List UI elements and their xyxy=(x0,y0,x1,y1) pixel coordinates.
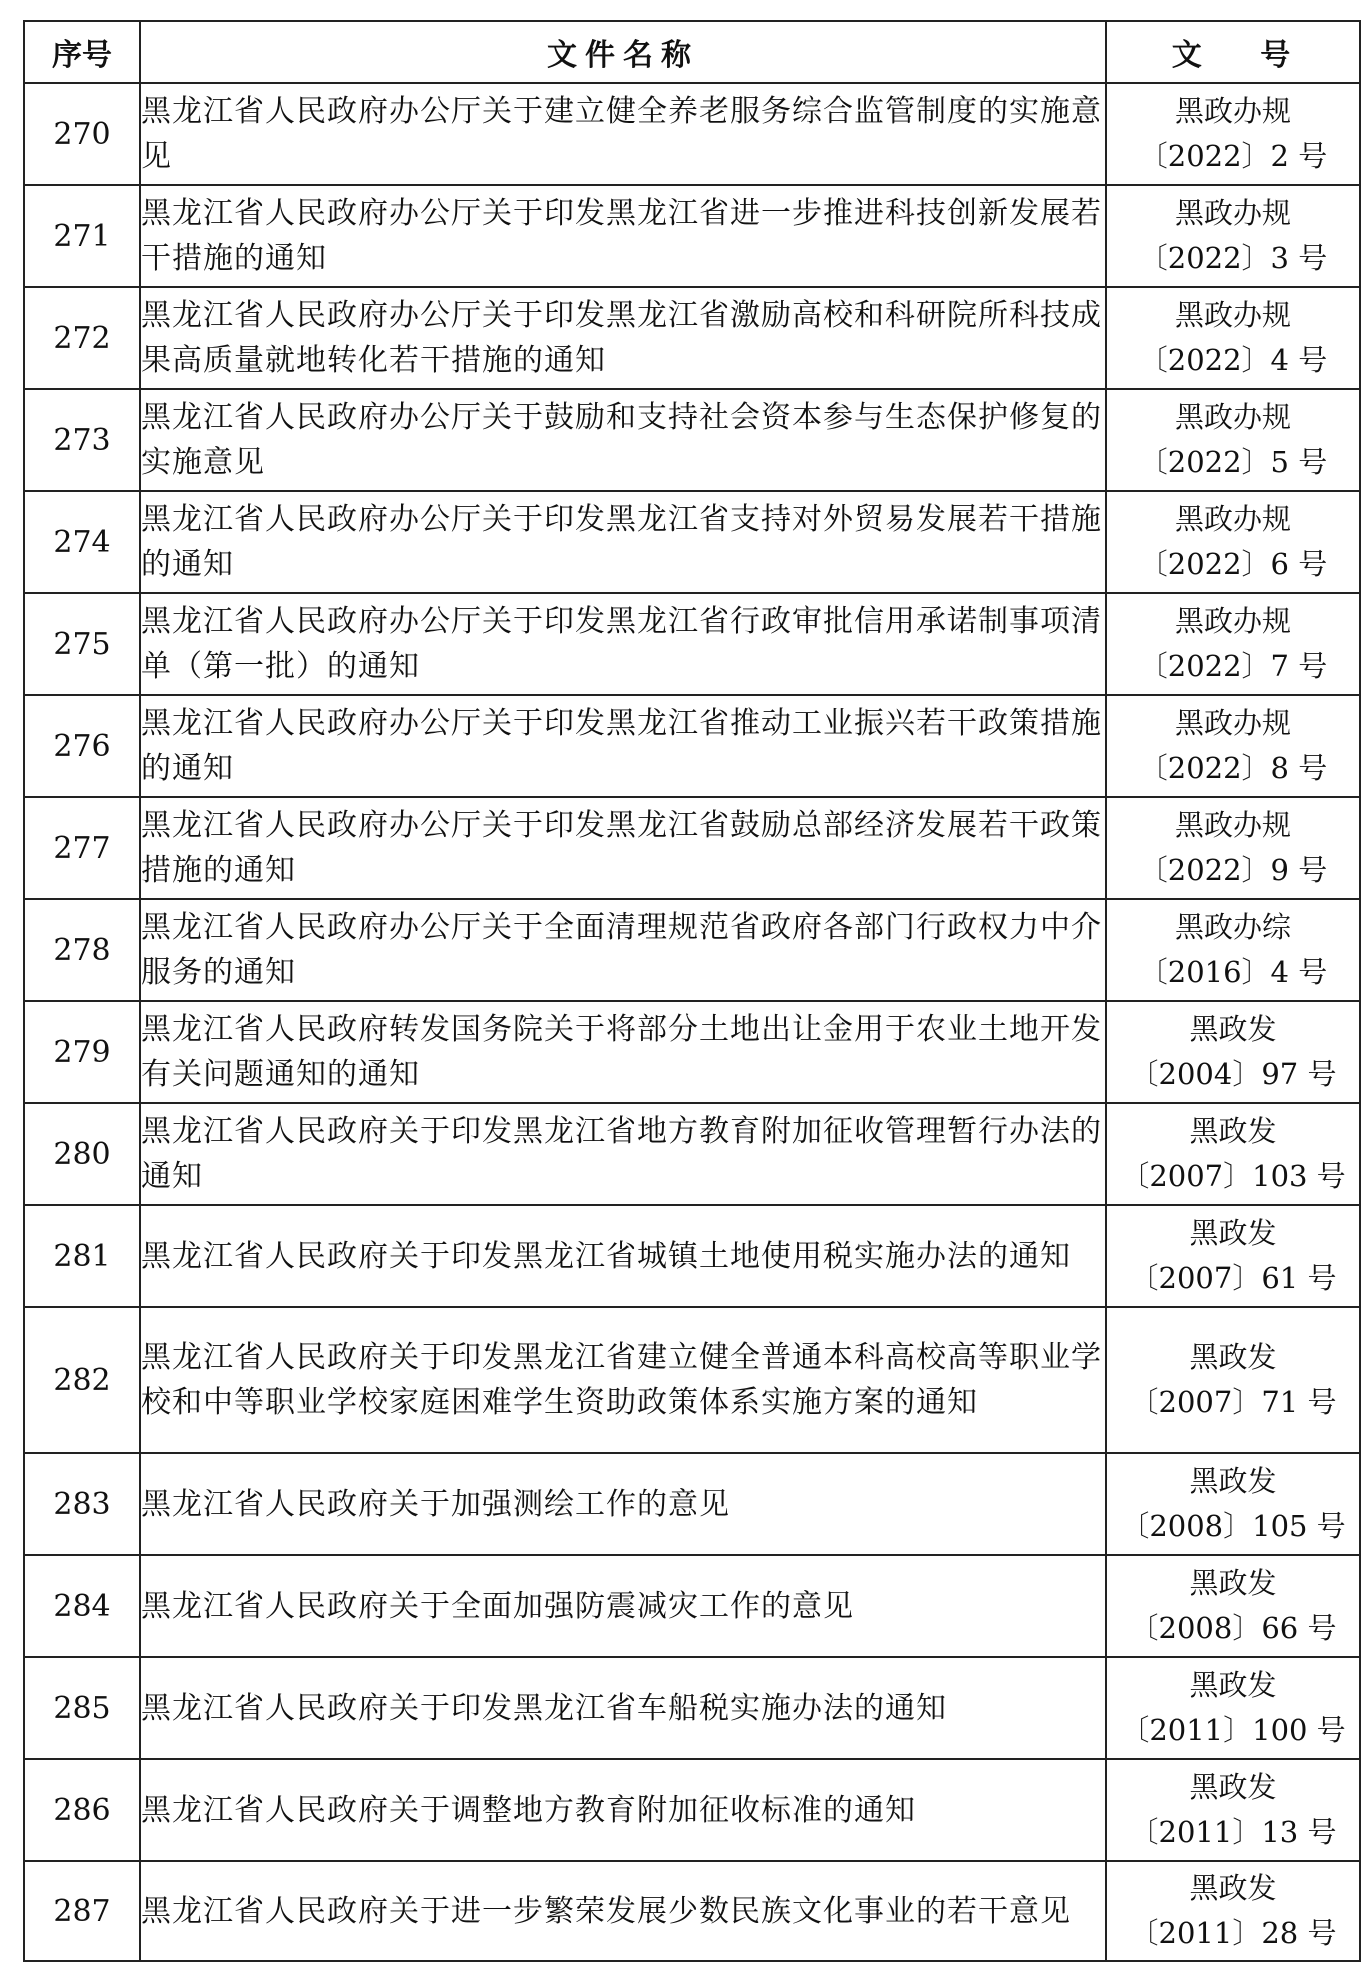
row-title: 黑龙江省人民政府办公厅关于印发黑龙江省推动工业振兴若干政策措施的通知 xyxy=(140,695,1106,797)
table-row xyxy=(24,1103,1360,1205)
row-title: 黑龙江省人民政府办公厅关于建立健全养老服务综合监管制度的实施意见 xyxy=(140,83,1106,185)
row-title: 黑龙江省人民政府转发国务院关于将部分土地出让金用于农业土地开发有关问题通知的通知 xyxy=(140,1001,1106,1103)
doc-number-year: 〔2022〕7 号 xyxy=(1138,649,1328,683)
row-doc-number xyxy=(1106,1657,1360,1759)
table-row xyxy=(24,899,1360,1001)
row-doc-number xyxy=(1106,695,1360,797)
row-index: 276 xyxy=(24,695,140,797)
row-index: 274 xyxy=(24,491,140,593)
row-index: 283 xyxy=(24,1453,140,1555)
row-doc-number xyxy=(1106,1001,1360,1103)
header-file-name: 文件名称 xyxy=(140,21,1106,83)
doc-number-year: 〔2022〕9 号 xyxy=(1138,853,1328,887)
doc-number-prefix: 黑政发 xyxy=(1189,1566,1277,1600)
row-doc-number xyxy=(1106,83,1360,185)
doc-number-year: 〔2022〕8 号 xyxy=(1138,751,1328,785)
row-title: 黑龙江省人民政府办公厅关于印发黑龙江省进一步推进科技创新发展若干措施的通知 xyxy=(140,185,1106,287)
table-row xyxy=(24,185,1360,287)
row-doc-number xyxy=(1106,1759,1360,1861)
row-title: 黑龙江省人民政府关于印发黑龙江省地方教育附加征收管理暂行办法的通知 xyxy=(140,1103,1106,1205)
row-doc-number xyxy=(1106,593,1360,695)
row-index: 277 xyxy=(24,797,140,899)
row-doc-number xyxy=(1106,1555,1360,1657)
table-header xyxy=(24,21,1360,83)
doc-number-year: 〔2007〕71 号 xyxy=(1129,1385,1337,1419)
row-index: 278 xyxy=(24,899,140,1001)
row-doc-number xyxy=(1106,185,1360,287)
doc-number-prefix: 黑政办规 xyxy=(1174,298,1291,332)
row-index: 286 xyxy=(24,1759,140,1861)
doc-number-year: 〔2022〕4 号 xyxy=(1138,343,1328,377)
row-title: 黑龙江省人民政府关于进一步繁荣发展少数民族文化事业的若干意见 xyxy=(140,1861,1106,1961)
row-index: 281 xyxy=(24,1205,140,1307)
table-row xyxy=(24,1861,1360,1961)
table-row xyxy=(24,491,1360,593)
row-title: 黑龙江省人民政府关于印发黑龙江省车船税实施办法的通知 xyxy=(140,1657,1106,1759)
table-row xyxy=(24,1453,1360,1555)
doc-number-prefix: 黑政办规 xyxy=(1174,196,1291,230)
table-row xyxy=(24,1205,1360,1307)
document-list-table xyxy=(23,20,1361,1962)
row-index: 270 xyxy=(24,83,140,185)
table-row xyxy=(24,83,1360,185)
doc-number-year: 〔2008〕105 号 xyxy=(1120,1509,1346,1543)
doc-number-year: 〔2008〕66 号 xyxy=(1129,1611,1337,1645)
doc-number-prefix: 黑政发 xyxy=(1189,1668,1277,1702)
header-doc-number: 文 号 xyxy=(1106,21,1360,83)
doc-number-year: 〔2011〕100 号 xyxy=(1120,1713,1346,1747)
doc-number-prefix: 黑政办规 xyxy=(1174,502,1291,536)
row-doc-number xyxy=(1106,1103,1360,1205)
row-title: 黑龙江省人民政府关于加强测绘工作的意见 xyxy=(140,1453,1106,1555)
doc-number-prefix: 黑政办规 xyxy=(1174,808,1291,842)
doc-number-year: 〔2016〕4 号 xyxy=(1138,955,1328,989)
header-index: 序号 xyxy=(24,21,140,83)
table-row xyxy=(24,1657,1360,1759)
doc-number-prefix: 黑政发 xyxy=(1189,1114,1277,1148)
doc-number-year: 〔2022〕5 号 xyxy=(1138,445,1328,479)
row-doc-number xyxy=(1106,797,1360,899)
table-row xyxy=(24,1001,1360,1103)
doc-number-prefix: 黑政发 xyxy=(1189,1770,1277,1804)
doc-number-year: 〔2011〕28 号 xyxy=(1129,1916,1337,1950)
row-index: 271 xyxy=(24,185,140,287)
doc-number-year: 〔2004〕97 号 xyxy=(1129,1057,1337,1091)
row-doc-number xyxy=(1106,1861,1360,1961)
table-row xyxy=(24,1307,1360,1453)
header-row xyxy=(24,21,1360,83)
row-doc-number xyxy=(1106,899,1360,1001)
doc-number-prefix: 黑政办规 xyxy=(1174,604,1291,638)
row-index: 275 xyxy=(24,593,140,695)
doc-number-year: 〔2022〕2 号 xyxy=(1138,139,1328,173)
row-title: 黑龙江省人民政府关于印发黑龙江省城镇土地使用税实施办法的通知 xyxy=(140,1205,1106,1307)
row-title: 黑龙江省人民政府关于全面加强防震减灾工作的意见 xyxy=(140,1555,1106,1657)
row-title: 黑龙江省人民政府办公厅关于印发黑龙江省激励高校和科研院所科技成果高质量就地转化若干措施的通知 xyxy=(140,287,1106,389)
table-row xyxy=(24,389,1360,491)
row-title: 黑龙江省人民政府办公厅关于全面清理规范省政府各部门行政权力中介服务的通知 xyxy=(140,899,1106,1001)
doc-number-year: 〔2007〕103 号 xyxy=(1120,1159,1346,1193)
row-doc-number xyxy=(1106,1307,1360,1453)
table-row xyxy=(24,797,1360,899)
doc-number-prefix: 黑政办规 xyxy=(1174,706,1291,740)
doc-number-prefix: 黑政发 xyxy=(1189,1012,1277,1046)
row-index: 273 xyxy=(24,389,140,491)
row-title: 黑龙江省人民政府办公厅关于印发黑龙江省行政审批信用承诺制事项清单（第一批）的通知 xyxy=(140,593,1106,695)
doc-number-prefix: 黑政发 xyxy=(1189,1464,1277,1498)
doc-number-prefix: 黑政发 xyxy=(1189,1871,1277,1905)
table-row xyxy=(24,1555,1360,1657)
row-title: 黑龙江省人民政府办公厅关于鼓励和支持社会资本参与生态保护修复的实施意见 xyxy=(140,389,1106,491)
doc-number-year: 〔2022〕6 号 xyxy=(1138,547,1328,581)
table-row xyxy=(24,593,1360,695)
doc-number-year: 〔2022〕3 号 xyxy=(1138,241,1328,275)
doc-number-prefix: 黑政办综 xyxy=(1174,910,1291,944)
row-doc-number xyxy=(1106,389,1360,491)
table-row xyxy=(24,1759,1360,1861)
doc-number-prefix: 黑政办规 xyxy=(1174,94,1291,128)
row-doc-number xyxy=(1106,491,1360,593)
row-index: 284 xyxy=(24,1555,140,1657)
doc-number-year: 〔2011〕13 号 xyxy=(1129,1815,1337,1849)
doc-number-prefix: 黑政发 xyxy=(1189,1340,1277,1374)
table-body xyxy=(24,83,1360,1961)
doc-number-year: 〔2007〕61 号 xyxy=(1129,1261,1337,1295)
row-doc-number xyxy=(1106,1453,1360,1555)
table-row xyxy=(24,695,1360,797)
row-title: 黑龙江省人民政府办公厅关于印发黑龙江省支持对外贸易发展若干措施的通知 xyxy=(140,491,1106,593)
row-index: 272 xyxy=(24,287,140,389)
row-title: 黑龙江省人民政府关于印发黑龙江省建立健全普通本科高校高等职业学校和中等职业学校家庭困难学生资助政策体系实施方案的通知 xyxy=(140,1307,1106,1453)
doc-number-prefix: 黑政发 xyxy=(1189,1216,1277,1250)
row-index: 287 xyxy=(24,1861,140,1961)
row-index: 280 xyxy=(24,1103,140,1205)
row-index: 282 xyxy=(24,1307,140,1453)
row-title: 黑龙江省人民政府关于调整地方教育附加征收标准的通知 xyxy=(140,1759,1106,1861)
row-index: 285 xyxy=(24,1657,140,1759)
row-doc-number xyxy=(1106,1205,1360,1307)
row-index: 279 xyxy=(24,1001,140,1103)
row-doc-number xyxy=(1106,287,1360,389)
table-row xyxy=(24,287,1360,389)
doc-number-prefix: 黑政办规 xyxy=(1174,400,1291,434)
row-title: 黑龙江省人民政府办公厅关于印发黑龙江省鼓励总部经济发展若干政策措施的通知 xyxy=(140,797,1106,899)
